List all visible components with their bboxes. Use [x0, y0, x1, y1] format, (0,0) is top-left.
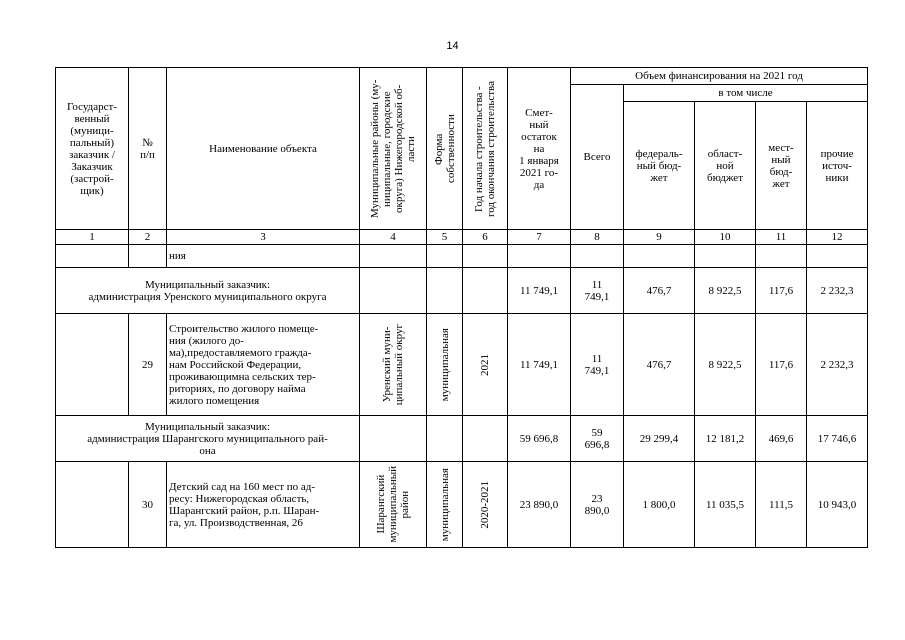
- customer-row-sharanga: [56, 416, 868, 462]
- col-number: 5: [427, 230, 463, 245]
- object-name: Детский сад на 160 мест по ад- ресу: Нижегородская область, Шарангский район, р.п. Шаран- га, ул. Производственная, 26: [167, 462, 360, 548]
- other: 2 232,3: [807, 268, 868, 314]
- other: 10 943,0: [807, 462, 868, 548]
- financing-table: [55, 67, 868, 548]
- header-object-name: Наименование объекта: [167, 68, 360, 230]
- col-number: 2: [129, 230, 167, 245]
- column-numbers-row: [56, 230, 868, 245]
- col-number: 3: [167, 230, 360, 245]
- object-row-29: [56, 314, 868, 416]
- col-number: 12: [807, 230, 868, 245]
- header-ownership: Форма собственности: [427, 68, 463, 230]
- col-number: 7: [508, 230, 571, 245]
- header-including: в том числе: [624, 85, 868, 102]
- col-number: 8: [571, 230, 624, 245]
- object-name: Строительство жилого помеще- ния (жилого до- ма),предоставляемого гражда- нам Российской Федерации, проживающимна сельских тер- риториях, по договору найма жилого помещения: [167, 314, 360, 416]
- header-regional: област- ной бюджет: [695, 102, 756, 230]
- header-district: Муниципальные районы (му- ниципальные, городские округа) Нижегородской об- ласти: [360, 68, 427, 230]
- col-number: 4: [360, 230, 427, 245]
- local: 117,6: [756, 268, 807, 314]
- years: 2020-2021: [463, 462, 508, 548]
- row-number: 30: [129, 462, 167, 548]
- ownership: муниципальная: [427, 462, 463, 548]
- header-other: прочие источ- ники: [807, 102, 868, 230]
- regional: 11 035,5: [695, 462, 756, 548]
- header-local: мест- ный бюд- жет: [756, 102, 807, 230]
- local: 469,6: [756, 416, 807, 462]
- district: Шарангский муниципальный район: [360, 462, 427, 548]
- federal: 476,7: [624, 268, 695, 314]
- customer-label: Муниципальный заказчик: администрация Шарангского муниципального рай- она: [56, 416, 360, 462]
- local: 111,5: [756, 462, 807, 548]
- local: 117,6: [756, 314, 807, 416]
- federal: 29 299,4: [624, 416, 695, 462]
- col-number: 11: [756, 230, 807, 245]
- regional: 8 922,5: [695, 268, 756, 314]
- estimate-remaining: 11 749,1: [508, 314, 571, 416]
- estimate-remaining: 11 749,1: [508, 268, 571, 314]
- header-customer: Государст- венный (муници- пальный) заказчик / Заказчик (застрой- щик): [56, 68, 129, 230]
- customer-label: Муниципальный заказчик: администрация Уренского муниципального округа: [56, 268, 360, 314]
- district: Уренский муни- ципальный округ: [360, 314, 427, 416]
- estimate-remaining: 23 890,0: [508, 462, 571, 548]
- header-financing-group: Объем финансирования на 2021 год: [571, 68, 868, 85]
- col-number: 1: [56, 230, 129, 245]
- customer-row-uren: [56, 268, 868, 314]
- federal: 476,7: [624, 314, 695, 416]
- other: 17 746,6: [807, 416, 868, 462]
- header-federal: федераль- ный бюд- жет: [624, 102, 695, 230]
- other: 2 232,3: [807, 314, 868, 416]
- page-number: 14: [446, 40, 459, 52]
- header-estimate-remaining: Смет- ный остаток на 1 января 2021 го- да: [508, 68, 571, 230]
- total: 59 696,8: [571, 416, 624, 462]
- header-years: Год начала строительства - год окончания строительства: [463, 68, 508, 230]
- col-number: 6: [463, 230, 508, 245]
- federal: 1 800,0: [624, 462, 695, 548]
- col-number: 9: [624, 230, 695, 245]
- header-number: № п/п: [129, 68, 167, 230]
- continuation-text: ния: [167, 245, 360, 268]
- total: 23 890,0: [571, 462, 624, 548]
- estimate-remaining: 59 696,8: [508, 416, 571, 462]
- row-number: 29: [129, 314, 167, 416]
- continuation-row: [56, 245, 868, 268]
- header-total: Всего: [571, 85, 624, 230]
- regional: 8 922,5: [695, 314, 756, 416]
- years: 2021: [463, 314, 508, 416]
- ownership: муниципальная: [427, 314, 463, 416]
- object-row-30: [56, 462, 868, 548]
- total: 11 749,1: [571, 314, 624, 416]
- col-number: 10: [695, 230, 756, 245]
- total: 11 749,1: [571, 268, 624, 314]
- regional: 12 181,2: [695, 416, 756, 462]
